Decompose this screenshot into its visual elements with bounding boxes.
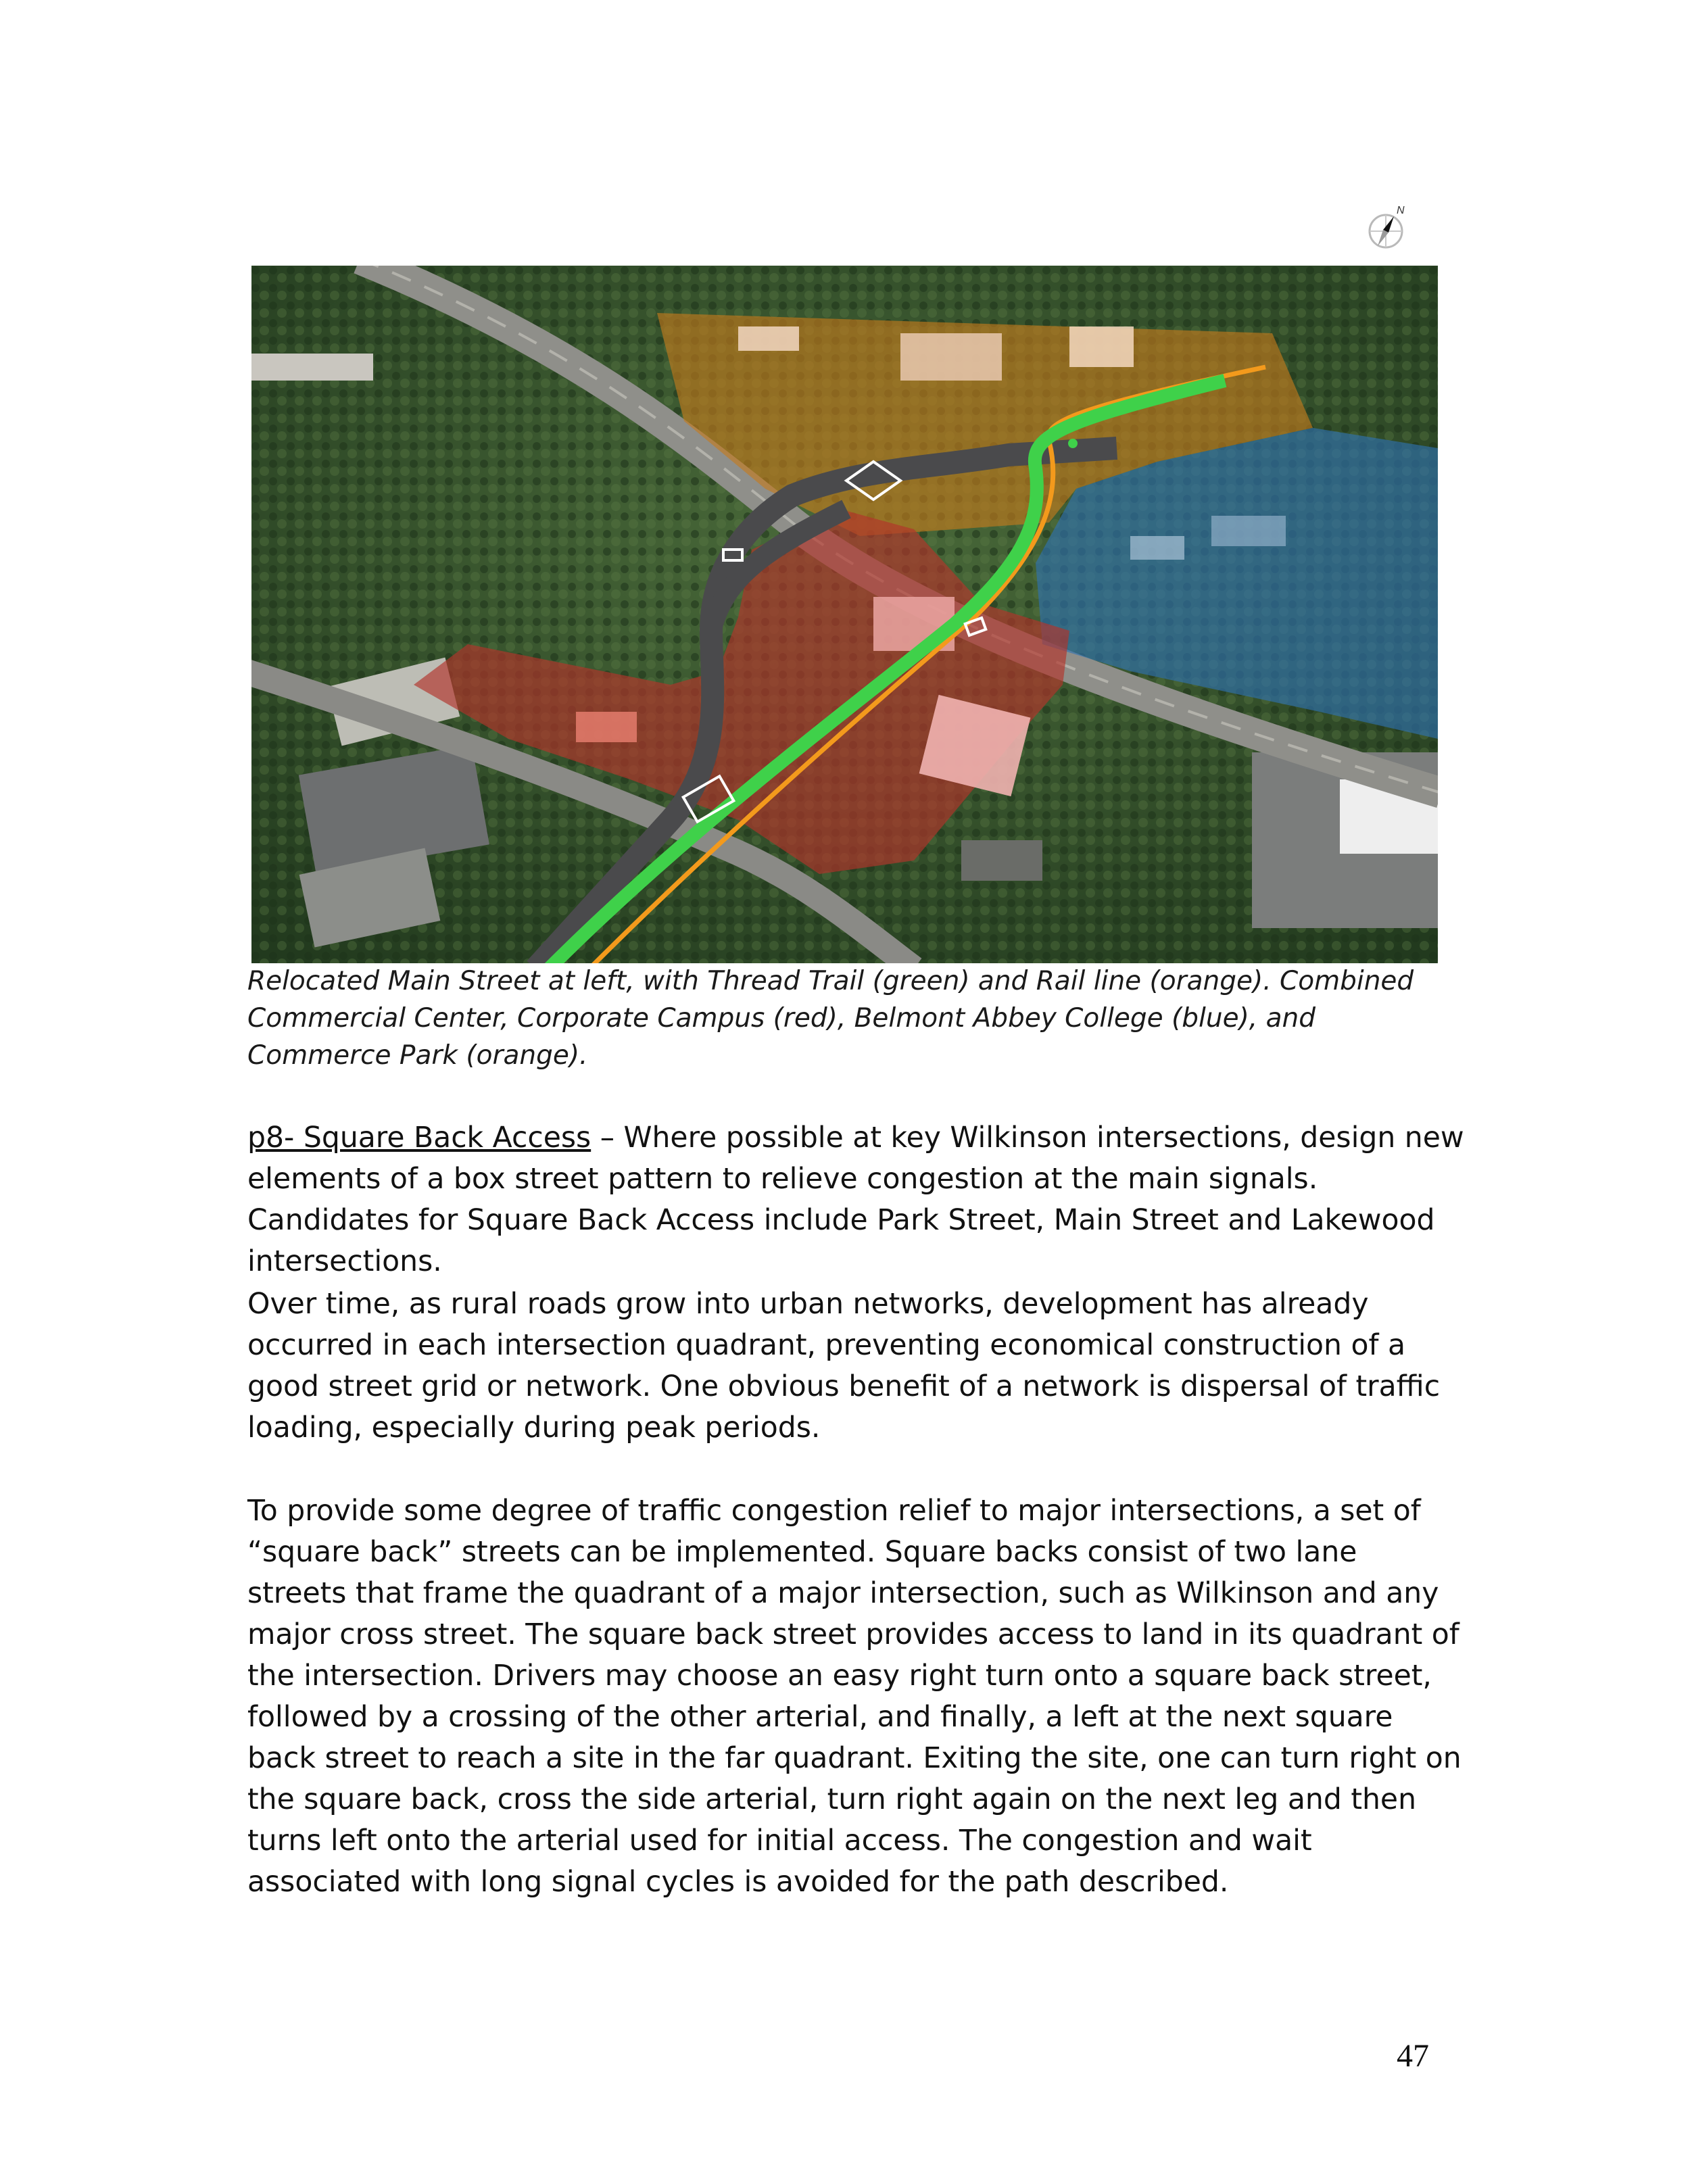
section-intro-paragraph — [247, 1117, 1464, 1282]
aerial-map-figure — [251, 266, 1438, 963]
section-heading: p8- Square Back Access — [247, 1121, 592, 1155]
north-label: N — [1397, 205, 1405, 216]
body-paragraph: To provide some degree of traffic congestion relief to major intersections, a set of “square back” streets can be implemented. Square backs consist of two lane streets that frame the quadrant of a major intersection, such as Wilkinson and any major cross street. The square back street provides access to land in its quadrant of the intersection. Drivers may choose an easy right turn onto a square back street, followed by a crossing of the other arterial, and finally, a left at the next square back street to reach a site in the far quadrant. Exiting the site, one can turn right on the square back, cross the side arterial, turn right again on the next leg and then turns left onto the arterial used for initial access. The congestion and wait associated with long signal cycles is avoided for the path described. — [247, 1495, 1462, 1899]
figure-caption: Relocated Main Street at left, with Thread Trail (green) and Rail line (orange). Combined Commercial Center, Corporate Campus (red), Belmont Abbey College (blue), and Commerce Park (orange). — [247, 966, 1414, 1071]
north-arrow-icon — [1364, 200, 1413, 254]
section-intro-text: – Where possible at key Wilkinson intersections, design new elements of a box street pattern to relieve congestion at the main signals. Candidates for Square Back Access include Park Street, Main Street and Lakewood intersections. — [247, 1121, 1464, 1278]
page-number: 47 — [1397, 2038, 1429, 2074]
body-paragraph: Over time, as rural roads grow into urban networks, development has already occurred in each intersection quadrant, preventing economical construction of a good street grid or network. One obvious benefit of a network is dispersal of traffic loading, especially during peak periods. — [247, 1288, 1441, 1445]
